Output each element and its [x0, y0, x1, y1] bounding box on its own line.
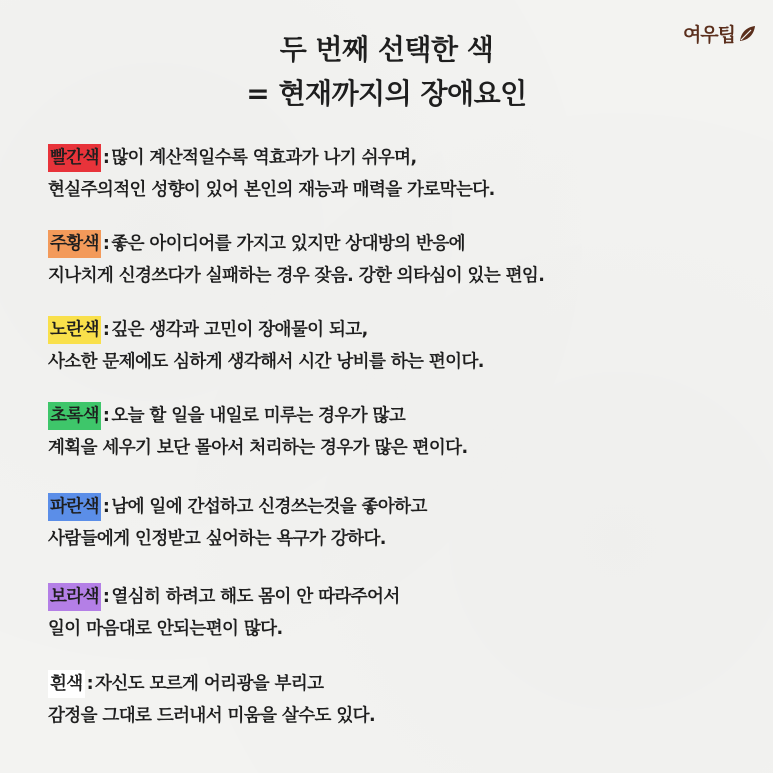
separator: : — [102, 406, 110, 426]
color-tag-green: 초록색 — [48, 402, 101, 430]
entry-text: 지나치게 신경쓰다가 실패하는 경우 잦음. 강한 의타심이 있는 편임. — [48, 266, 545, 286]
entry-text: 남에 일에 간섭하고 신경쓰는것을 좋아하고 — [111, 497, 427, 517]
separator: : — [102, 587, 110, 607]
entry-text: 자신도 모르게 어리광을 부리고 — [95, 674, 324, 694]
entry-white — [48, 668, 748, 732]
entry-yellow — [48, 314, 748, 378]
entry-text: 현실주의적인 성향이 있어 본인의 재능과 매력을 가로막는다. — [48, 180, 495, 200]
entry-text: 열심히 하려고 해도 몸이 안 따라주어서 — [111, 587, 400, 607]
entry-text: 계획을 세우기 보단 몰아서 처리하는 경우가 많은 편이다. — [48, 438, 468, 458]
color-tag-red: 빨간색 — [48, 144, 101, 172]
color-tag-blue: 파란색 — [48, 493, 101, 521]
entry-orange — [48, 228, 748, 292]
page-title-line2: = 현재까지의 장애요인 — [246, 77, 527, 110]
entry-text: 좋은 아이디어를 가지고 있지만 상대방의 반응에 — [111, 234, 465, 254]
separator: : — [102, 320, 110, 340]
entry-text: 사소한 문제에도 심하게 생각해서 시간 낭비를 하는 편이다. — [48, 352, 484, 372]
separator: : — [102, 234, 110, 254]
entry-text: 깊은 생각과 고민이 장애물이 되고, — [111, 320, 368, 340]
entry-green — [48, 400, 748, 464]
separator: : — [86, 674, 94, 694]
color-tag-white: 흰색 — [48, 670, 85, 698]
color-tag-orange: 주황색 — [48, 230, 101, 258]
entry-text: 감정을 그대로 드러내서 미움을 살수도 있다. — [48, 706, 375, 726]
brand-name: 여우팁 — [682, 24, 735, 46]
color-tag-purple: 보라색 — [48, 583, 101, 611]
entry-text: 오늘 할 일을 내일로 미루는 경우가 많고 — [111, 406, 406, 426]
separator: : — [102, 497, 110, 517]
entry-purple — [48, 581, 748, 645]
entry-text: 많이 계산적일수록 역효과가 나기 쉬우며, — [111, 148, 417, 168]
entry-blue — [48, 491, 748, 555]
separator: : — [102, 148, 110, 168]
entry-text: 사람들에게 인정받고 싶어하는 욕구가 강하다. — [48, 529, 386, 549]
page-title-line1: 두 번째 선택한 색 — [279, 33, 494, 66]
entry-red — [48, 142, 748, 206]
color-tag-yellow: 노란색 — [48, 316, 101, 344]
entry-text: 일이 마음대로 안되는편이 많다. — [48, 619, 283, 639]
